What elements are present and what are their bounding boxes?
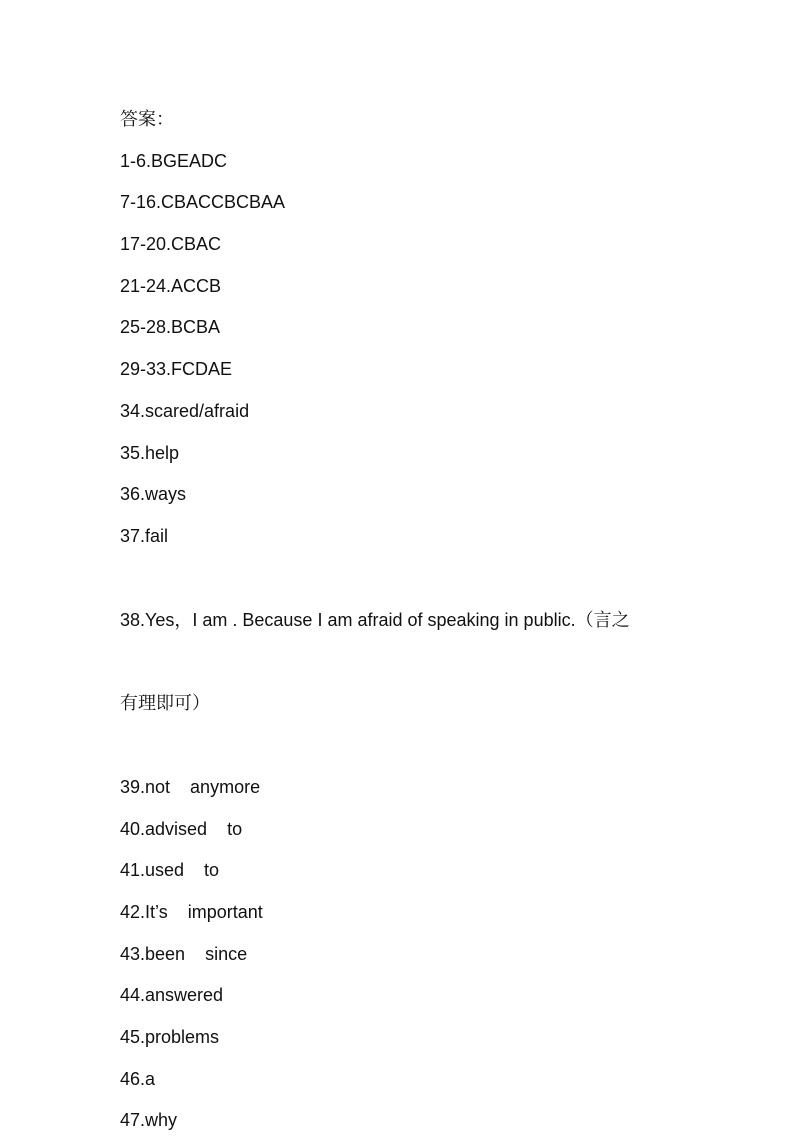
- answer-line-7-16: 7-16.CBACCBCBAA: [120, 192, 286, 213]
- answer-line-21-24: 21-24.ACCB: [120, 275, 222, 296]
- answer-line-42: 42.It’s important: [120, 902, 263, 922]
- answer-heading: 答案：: [120, 109, 174, 129]
- answer-line-34: 34.scared/afraid: [120, 400, 250, 421]
- answer-line-37: 37.fail: [120, 525, 169, 546]
- answer-line-41: 41.used to: [120, 860, 220, 881]
- answer-line-46: 46.a: [120, 1068, 156, 1089]
- answer-line-1-6: 1-6.BGEADC: [120, 150, 228, 171]
- answer-line-44: 44.answered: [120, 985, 224, 1006]
- answer-line-45: 45.problems: [120, 1027, 220, 1048]
- answer-line-25-28: 25-28.BCBA: [120, 317, 221, 338]
- answer-line-47: 47.why: [120, 1110, 178, 1131]
- answer-line-36: 36.ways: [120, 484, 187, 505]
- answer-line-29-33: 29-33.FCDAE: [120, 359, 233, 380]
- answer-38-first-line: 38.Yes，I am . Because I am afraid of speaking in public.（言之: [120, 609, 630, 630]
- answer-list: [120, 104, 690, 1147]
- answer-line-38: [120, 563, 690, 772]
- answer-38-second-line: 有理即可）: [120, 693, 210, 714]
- answer-line-43: 43.been since: [120, 943, 248, 964]
- answer-line-35: 35.help: [120, 442, 180, 463]
- answer-line-40: 40.advised to: [120, 818, 243, 839]
- answer-line-39: 39.not anymore: [120, 776, 261, 797]
- answer-line-17-20: 17-20.CBAC: [120, 234, 222, 255]
